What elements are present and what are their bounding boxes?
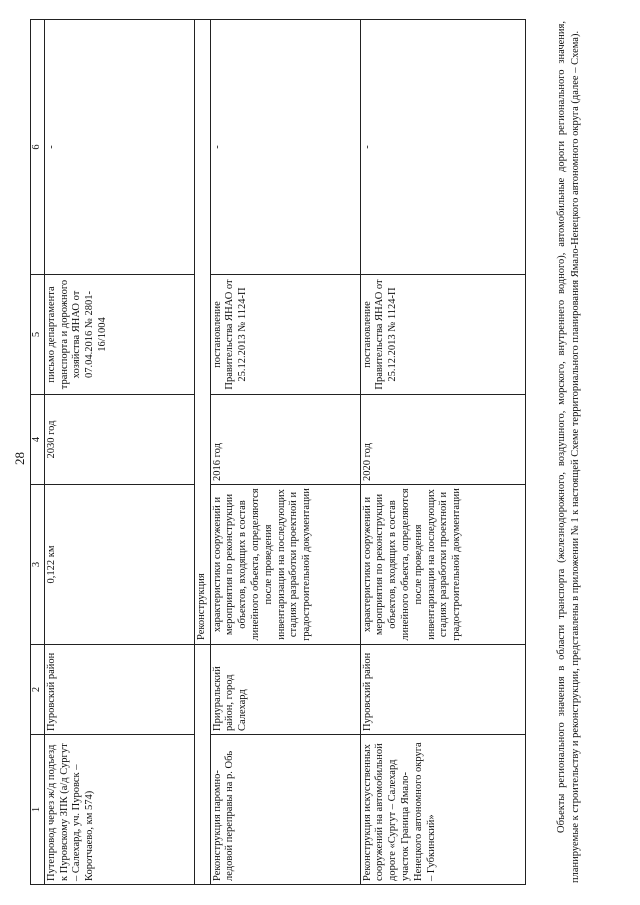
col-header-3: 3 <box>31 485 45 645</box>
page-number: 28 <box>12 452 27 465</box>
cell-location: Пуровский район <box>360 645 525 735</box>
cell-note: - <box>360 20 525 275</box>
cell-term: 2020 год <box>360 395 525 485</box>
header-row <box>31 20 45 885</box>
section-spacer-left <box>194 645 210 885</box>
col-header-6: 6 <box>31 20 45 275</box>
cell-basis: постановление Правительства ЯНАО от 25.12.2013 № 1124-П <box>210 275 360 395</box>
col-header-5: 5 <box>31 275 45 395</box>
section-row <box>194 20 210 885</box>
cell-term: 2016 год <box>210 395 360 485</box>
cell-term: 2030 год <box>44 395 194 485</box>
table-row <box>44 20 194 885</box>
section-title: Реконструкция <box>194 20 210 645</box>
table-row <box>360 20 525 885</box>
cell-object: Реконструкция искусственных сооружений на автомобильной дороге «Сургут – Салехард участок Граница Ямало-Ненецкого автономного округа – Губкинский» <box>360 735 525 885</box>
footer-text: Объекты регионального значения в области транспорта (железнодорожного, воздушного, морского, внутреннего водного), автомобильные дороги регионального значения, планируемые к строительству и реконструкции, представлены в приложении № 1 к настоящей Схеме территориального планирования Ямало-Ненецкого автономного округа (далее – Схема). <box>556 21 581 883</box>
cell-location: Пуровский район <box>44 645 194 735</box>
cell-characteristics: 0,122 км <box>44 485 194 645</box>
col-header-2: 2 <box>31 645 45 735</box>
cell-characteristics: характеристики сооружений и мероприятия по реконструкции объектов, входящих в состав линейного объекта, определяются после проведения инвентаризации на последующих стадиях разработки проектной и градостроительной документации <box>210 485 360 645</box>
table-row <box>210 20 360 885</box>
cell-basis: постановление Правительства ЯНАО от 25.12.2013 № 1124-П <box>360 275 525 395</box>
footer-paragraph <box>555 21 582 883</box>
cell-characteristics: характеристики сооружений и мероприятия по реконструкции объектов, входящих в состав линейного объекта, определяются после проведения инвентаризации на последующих стадиях разработки проектной и градостроительной документации <box>360 485 525 645</box>
objects-table <box>30 19 526 885</box>
cell-location: Приуральский район, город Салехард <box>210 645 360 735</box>
cell-note: - <box>44 20 194 275</box>
cell-object: Реконструкция паромно-ледовой переправы на р. Обь <box>210 735 360 885</box>
cell-basis: письмо департамента транспорта и дорожного хозяйства ЯНАО от 07.04.2016 № 2801-16/1004 <box>44 275 194 395</box>
col-header-1: 1 <box>31 735 45 885</box>
cell-note: - <box>210 20 360 275</box>
cell-object: Путепровод через ж/д подъезд к Пуровскому ЗПК (а/д Сургут – Салехард, уч. Пуровск – Коротчаево, км 574) <box>44 735 194 885</box>
col-header-4: 4 <box>31 395 45 485</box>
